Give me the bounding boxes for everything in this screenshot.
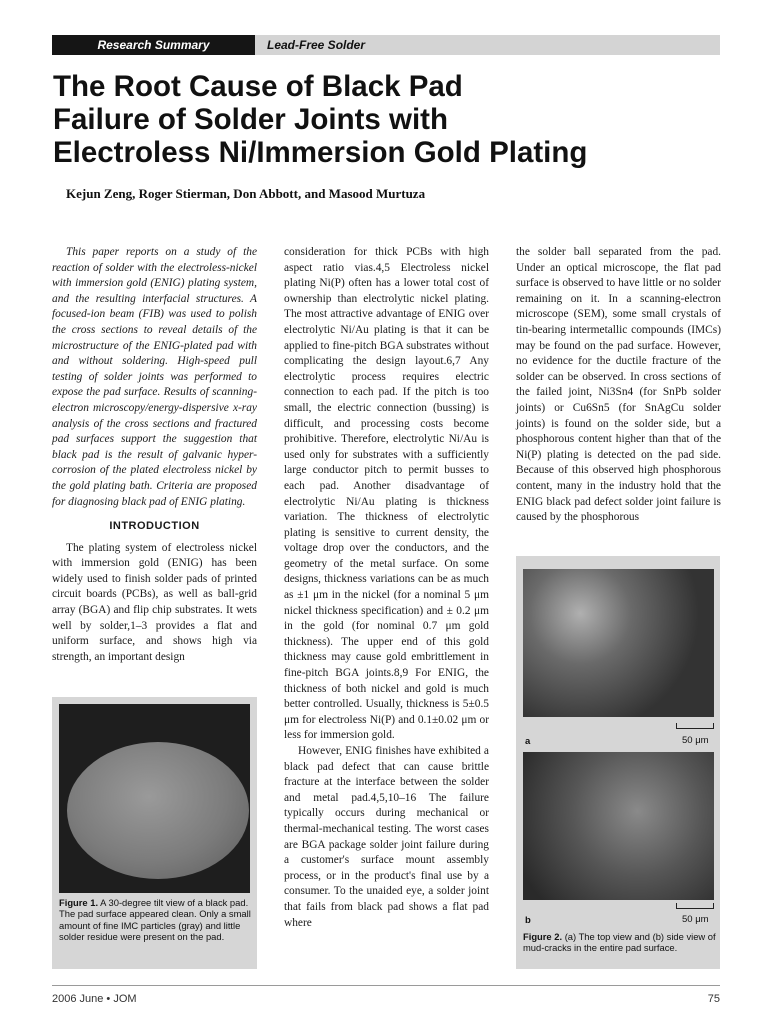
body-paragraph-4: the solder ball separated from the pad. Under an optical microscope, the flat pad surface is observed to have little or no solder remaining on it. In a scanning-electron microscope (SEM), some small crystals of tin-bearing intermetallic compounds (IMCs) may be found on the pad surface. However, no evidence for the ductile fracture of the solder can be observed. In cross sections of the failed joint, Ni3Sn4 (for SnPb solder joints) or Cu6Sn5 (for SnAgCu solder joints) is found on the solder side, but a phosphorous content higher than that of the Ni(P) plating is detected on the pad side. Because of this observed high phosphorous content, many in the industry hold that the ENIG black pad defect solder joint failure is caused by the phosphorous bbox=[516, 246, 721, 524]
title-line-3: Electroless Ni/Immersion Gold Plating bbox=[53, 136, 588, 169]
section-label: Research Summary bbox=[52, 35, 255, 55]
body-paragraph-3: However, ENIG finishes have exhibited a black pad defect that can cause brittle fracture at the interface between the solder and metal pad.4,5,10–16 The failure typically occurs during mechanical or thermal-mechanical testing. The worst cases are BGA package solder joint failure during a customer's surface mount assembly process, or in the product's final use by a consumer. To the unaided eye, a solder joint that fails from black pad shows a flat pad where bbox=[284, 745, 489, 929]
panel-label-b: b bbox=[525, 915, 531, 926]
figure-2a-micrograph bbox=[523, 569, 714, 717]
column-1 bbox=[52, 245, 257, 665]
intro-paragraph-1: The plating system of electroless nickel with immersion gold (ENIG) has been widely used to finish solder pads of printed circuit boards (PCBs), as well as ball-grid array (BGA) and flip chip substrates. It wets well by solder,1–3 provides a flat and uniform surface, and shows high via strength, an important design bbox=[52, 541, 257, 663]
footer-issue: 2006 June • JOM bbox=[52, 993, 137, 1005]
abstract: This paper reports on a study of the reaction of solder with the electroless-nickel with immersion gold (ENIG) plating system, and the resulting interfacial structures. A focused-ion beam (FIB) was used to polish the cross sections to reveal details of the microstructure of the ENIG-plated pad with and without soldering. High-speed pull testing of solder joints was performed to expose the pad surface. Results of scanning-electron microscopy/energy-dispersive x-ray analysis of the cross sections and fractured pad surfaces support the suggestion that black pad is the result of galvanic hyper-corrosion of the plated electroless nickel by the gold plating bath. Criteria are proposed for diagnosing black pad of ENIG plating. bbox=[52, 246, 257, 508]
page-number: 75 bbox=[707, 993, 720, 1005]
black-pad-image bbox=[67, 742, 249, 879]
figure-2-caption bbox=[523, 931, 718, 954]
title-line-2: Failure of Solder Joints with bbox=[53, 103, 449, 136]
column-3 bbox=[516, 245, 721, 526]
scale-label-a: 50 μm bbox=[682, 735, 709, 746]
scale-bar-a bbox=[676, 723, 714, 729]
title-line-1: The Root Cause of Black Pad bbox=[53, 70, 463, 103]
section-header-bar bbox=[52, 35, 720, 55]
scale-label-b: 50 μm bbox=[682, 914, 709, 925]
figure-1 bbox=[52, 697, 257, 969]
footer-divider bbox=[52, 985, 720, 986]
figure-1-caption bbox=[59, 897, 251, 942]
author-list: Kejun Zeng, Roger Stierman, Don Abbott, and Masood Murtuza bbox=[66, 186, 426, 201]
figure-2b-micrograph bbox=[523, 752, 714, 900]
introduction-heading: INTRODUCTION bbox=[109, 520, 200, 533]
figure-2-caption-text: (a) The top view and (b) side view of mud-cracks in the entire pad surface. bbox=[523, 931, 716, 954]
body-paragraph-2: consideration for thick PCBs with high aspect ratio vias.4,5 Electroless nickel plating Ni(P) often has a lower total cost of ownership than electrolytic nickel plating. The most attractive advantage of ENIG over electrolytic Ni/Au plating is that it can be applied to fine-pitch BGA substrates without complicating the design layout.6,7 Any electrolytic process requires electric connection to each pad. If the pitch is too small, the electric connection (bussing) is difficult, and processing costs become prohibitive. Therefore, electrolytic Ni/Au is used only for substrates with a sufficiently large conductor pitch to permit busses to each pad. Another disadvantage of electrolytic Ni/Au plating is thickness variation. The thickness of electrolytic plating is sensitive to current density, the voltage drop over the conductors, and the geometry of the metal surface. On some designs, thickness variations can be as much as ±1 μm in the nickel (for a nominal 5 μm nickel thickness specification) and ± 0.2 μm in the gold (for nominal 0.7 μm gold thickness). The upper end of this gold thickness may cause gold embrittlement in fine-pitch BGA joints.8,9 For ENIG, the thickness of both nickel and gold is much better controlled. Usually, thickness is 5±0.5 μm for electroless Ni(P) and 0.1±0.02 μm or less for immersion gold. bbox=[284, 246, 489, 742]
scale-bar-b bbox=[676, 903, 714, 909]
column-2 bbox=[284, 245, 489, 931]
panel-label-a: a bbox=[525, 736, 531, 747]
figure-1-label: Figure 1. bbox=[59, 897, 99, 908]
figure-1-micrograph bbox=[59, 704, 250, 893]
article-title bbox=[53, 70, 733, 169]
figure-1-caption-text: A 30-degree tilt view of a black pad. The pad surface appeared clean. Only a small amount of fine IMC particles (gray) and little solder residue were present on the pad. bbox=[59, 897, 251, 942]
topic-label: Lead-Free Solder bbox=[267, 38, 366, 52]
figure-2 bbox=[516, 556, 720, 969]
figure-2-label: Figure 2. bbox=[523, 931, 563, 942]
